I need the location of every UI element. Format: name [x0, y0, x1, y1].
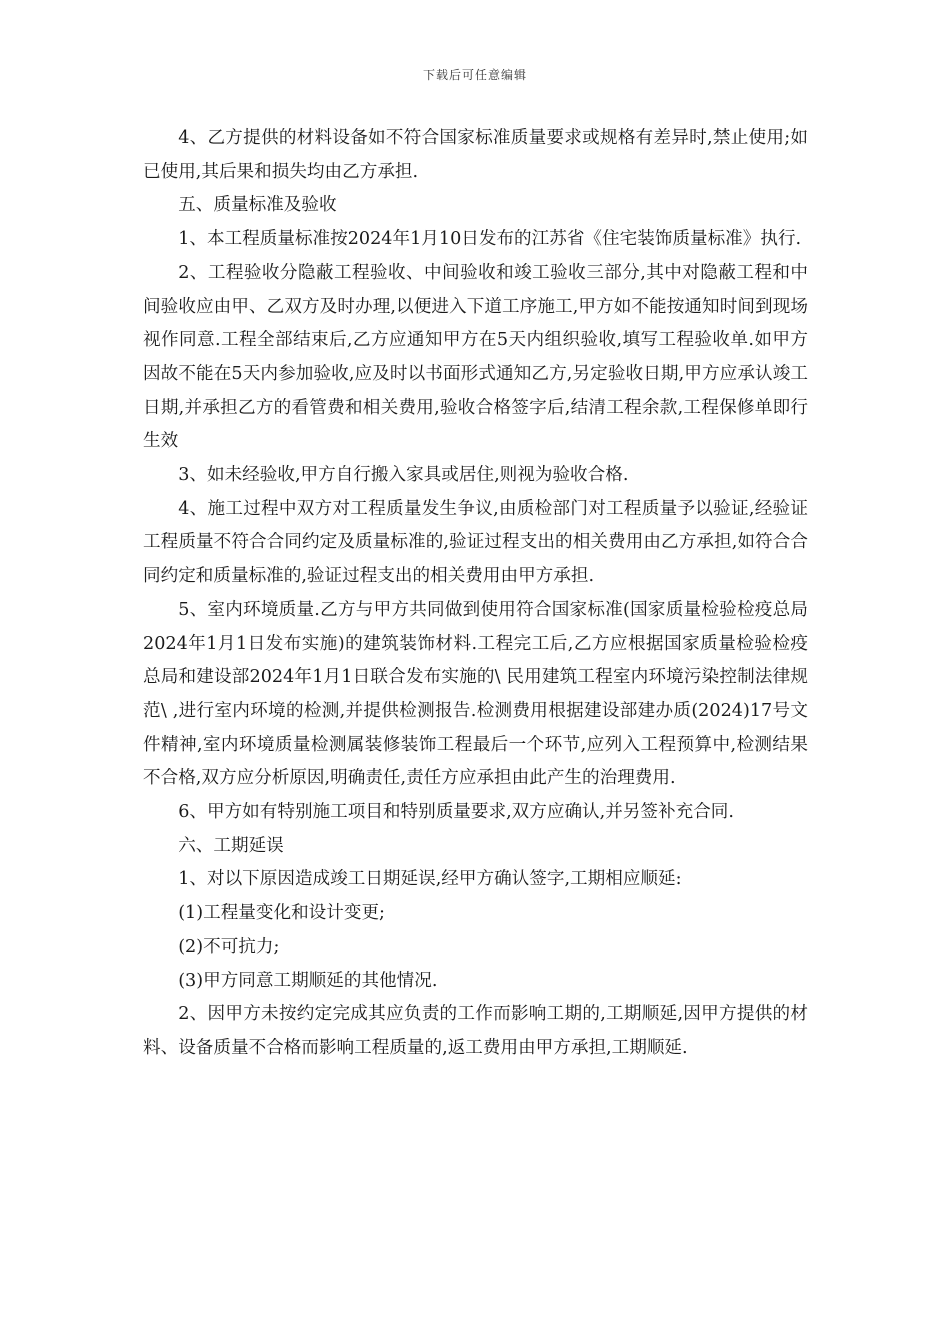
paragraph-delay-reasons: 1、对以下原因造成竣工日期延误,经甲方确认签字,工期相应顺延: — [178, 869, 682, 890]
paragraph-unaccepted-move-in: 3、如未经验收,甲方自行搬入家具或居住,则视为验收合格. — [178, 465, 629, 486]
paragraph-quality-dispute: 4、施工过程中双方对工程质量发生争议,由质检部门对工程质量予以验证,经验证工程质量不符合合同约定及质量标准的,验证过程支出的相关费用由乙方承担,如符合合同约定和质量标准的,验证过程支出的相关费用由甲方承担. — [143, 498, 808, 587]
paragraph-quality-standard: 1、本工程质量标准按2024年1月10日发布的江苏省《住宅装饰质量标准》执行. — [178, 229, 802, 250]
section-heading-quality: 五、质量标准及验收 — [178, 195, 337, 216]
section-heading-delay: 六、工期延误 — [178, 835, 284, 856]
paragraph-indoor-environment: 5、室内环境质量.乙方与甲方共同做到使用符合国家标准(国家质量检验检疫总局2024年1月1日发布实施)的建筑装饰材料.工程完工后,乙方应根据国家质量检验检疫总局和建设部2024年1月1日联合发布实施的\ 民用建筑工程室内环境污染控制法律规范\ ,进行室内环境的检测,并提供检测报告.检测费用根据建设部建办质(2024)17号文件精神,室内环境质量检测属装修装饰工程最后一个环节,应列入工程预算中,检测结果不合格,双方应分析原因,明确责任,责任方应承担由此产生的治理费用. — [143, 599, 808, 789]
paragraph-material-equipment: 4、乙方提供的材料设备如不符合国家标准质量要求或规格有差异时,禁止使用;如已使用,其后果和损失均由乙方承担. — [143, 128, 808, 182]
list-item-other-cases: (3)甲方同意工期顺延的其他情况. — [178, 970, 438, 991]
document-body — [143, 122, 808, 1066]
list-item-design-change: (1)工程量变化和设计变更; — [178, 903, 385, 924]
paragraph-party-a-delay: 2、因甲方未按约定完成其应负责的工作而影响工期的,工期顺延,因甲方提供的材料、设备质量不合格而影响工程质量的,返工费用由甲方承担,工期顺延. — [143, 1004, 808, 1058]
page-header: 下载后可任意编辑 — [422, 68, 527, 82]
list-item-force-majeure: (2)不可抗力; — [178, 936, 280, 957]
paragraph-acceptance: 2、工程验收分隐蔽工程验收、中间验收和竣工验收三部分,其中对隐蔽工程和中间验收应由甲、乙双方及时办理,以便进入下道工序施工,甲方如不能按通知时间到现场视作同意.工程全部结束后,乙方应通知甲方在5天内组织验收,填写工程验收单.如甲方因故不能在5天内参加验收,应及时以书面形式通知乙方,另定验收日期,甲方应承认竣工日期,并承担乙方的看管费和相关费用,验收合格签字后,结清工程余款,工程保修单即行生效 — [143, 262, 808, 452]
paragraph-special-requirements: 6、甲方如有特别施工项目和特别质量要求,双方应确认,并另签补充合同. — [178, 802, 734, 823]
